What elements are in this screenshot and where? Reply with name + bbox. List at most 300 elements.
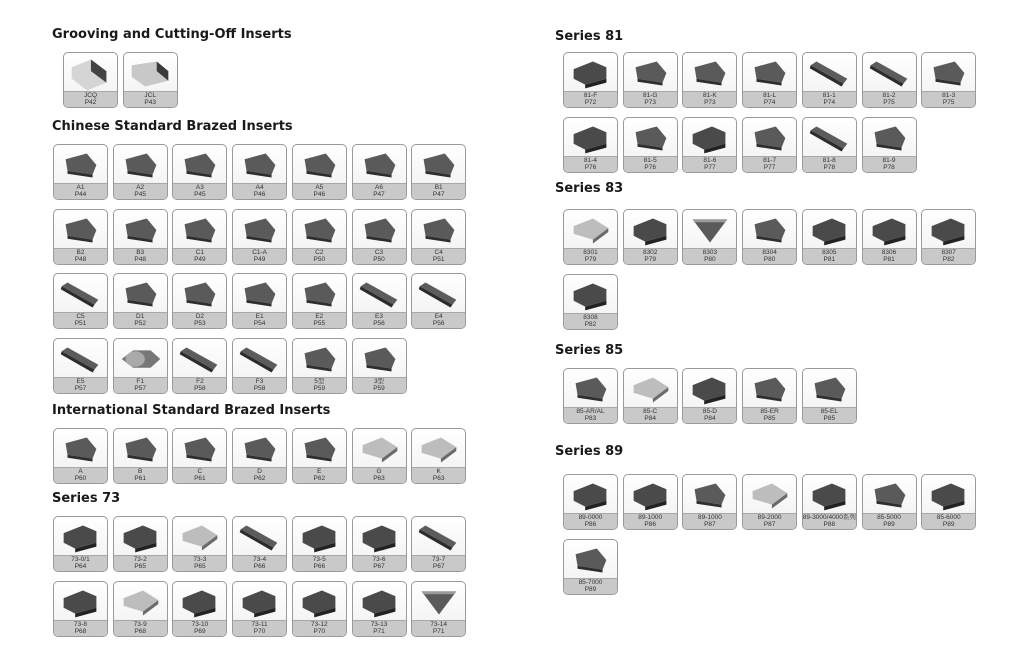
insert-card-s89 xyxy=(742,474,797,530)
insert-page-ref: P65 xyxy=(134,563,146,570)
insert-page-ref: P77 xyxy=(704,163,716,171)
insert-card-s73 xyxy=(352,516,407,572)
insert-page-ref: P72 xyxy=(584,99,597,106)
insert-card-chinese xyxy=(352,144,407,200)
insert-card-s73 xyxy=(292,516,347,572)
light-insert-icon xyxy=(173,517,226,558)
rod-insert-icon xyxy=(353,274,406,315)
block-insert-icon xyxy=(54,582,107,623)
insert-page-ref: P59 xyxy=(373,384,385,392)
insert-page-ref: P43 xyxy=(144,99,156,106)
insert-label xyxy=(353,555,406,571)
insert-label xyxy=(233,467,286,483)
insert-label xyxy=(803,91,856,107)
block-insert-icon xyxy=(564,53,617,94)
insert-code: C4 xyxy=(434,248,443,256)
insert-card-chinese xyxy=(411,273,466,329)
rod-insert-icon xyxy=(412,274,465,315)
section-title-grooving: Grooving and Cutting-Off Inserts xyxy=(52,27,292,42)
insert-code: 89-3000/4000系列 xyxy=(802,514,856,521)
insert-card-chinese xyxy=(411,144,466,200)
insert-label xyxy=(54,620,107,636)
insert-card-s83 xyxy=(742,209,797,265)
insert-card-s89 xyxy=(623,474,678,530)
insert-page-ref: P55 xyxy=(313,320,326,327)
insert-card-s73 xyxy=(53,516,108,572)
brazed-insert-icon xyxy=(353,210,406,251)
brazed-insert-icon xyxy=(173,429,226,470)
brazed-insert-icon xyxy=(54,210,107,251)
light-insert-icon xyxy=(564,210,617,251)
brazed-insert-icon xyxy=(114,274,167,315)
insert-code: 81-K xyxy=(703,92,717,99)
brazed-insert-icon xyxy=(233,274,286,315)
insert-code: JCL xyxy=(144,92,156,99)
brazed-insert-icon xyxy=(683,475,736,516)
insert-card-chinese xyxy=(232,273,287,329)
insert-page-ref: P51 xyxy=(74,320,87,327)
insert-code: 8307 xyxy=(941,249,956,256)
brazed-insert-icon xyxy=(743,210,796,251)
insert-page-ref: P65 xyxy=(194,563,206,570)
insert-code: A xyxy=(78,468,83,475)
insert-code: A2 xyxy=(136,184,145,191)
insert-code: E2 xyxy=(315,313,324,320)
insert-card-chinese xyxy=(113,338,168,394)
insert-code: 73-2 xyxy=(133,556,147,563)
insert-card-international xyxy=(411,428,466,484)
insert-page-ref: P49 xyxy=(194,255,206,263)
insert-page-ref: P42 xyxy=(84,99,97,106)
insert-page-ref: P70 xyxy=(313,627,326,635)
insert-card-s73 xyxy=(53,581,108,637)
insert-card-s73 xyxy=(232,516,287,572)
insert-label xyxy=(114,620,167,636)
brazed-insert-icon xyxy=(922,53,975,94)
insert-label xyxy=(564,313,617,329)
insert-code: E1 xyxy=(255,313,264,320)
insert-code: A3 xyxy=(195,184,204,191)
insert-code: F3 xyxy=(255,377,264,385)
insert-card-chinese xyxy=(53,209,108,265)
insert-label xyxy=(54,248,107,264)
brazed-insert-icon xyxy=(564,369,617,410)
insert-label xyxy=(803,248,856,264)
insert-code: 73-8 xyxy=(73,620,87,628)
triangle-insert-icon xyxy=(683,210,736,251)
insert-page-ref: P61 xyxy=(134,475,146,482)
insert-code: 8305 xyxy=(822,249,837,256)
brazed-insert-icon xyxy=(293,145,346,186)
insert-card-s81 xyxy=(742,52,797,108)
insert-label xyxy=(353,467,406,483)
insert-label xyxy=(293,248,346,264)
block-insert-icon xyxy=(54,517,107,558)
pointed-insert-icon xyxy=(114,339,167,380)
insert-label xyxy=(412,248,465,264)
section-title-series-85: Series 85 xyxy=(555,343,624,358)
insert-label xyxy=(64,91,117,107)
insert-page-ref: P68 xyxy=(74,627,87,635)
insert-code: 81-9 xyxy=(882,156,896,164)
block-insert-icon xyxy=(233,582,286,623)
insert-card-s81 xyxy=(623,117,678,173)
insert-label xyxy=(114,377,167,393)
insert-page-ref: P57 xyxy=(74,384,87,392)
insert-label xyxy=(353,620,406,636)
brazed-insert-icon xyxy=(683,53,736,94)
insert-code: C5 xyxy=(76,313,85,320)
light-insert-icon xyxy=(412,429,465,470)
brazed-insert-icon xyxy=(353,145,406,186)
insert-page-ref: P58 xyxy=(194,384,206,392)
insert-card-s81 xyxy=(563,117,618,173)
insert-label xyxy=(683,91,736,107)
insert-label xyxy=(564,513,617,529)
brazed-insert-icon xyxy=(863,475,916,516)
block-insert-icon xyxy=(624,475,677,516)
insert-page-ref: P47 xyxy=(373,191,385,198)
insert-card-international xyxy=(172,428,227,484)
insert-code: 81-2 xyxy=(882,92,896,99)
brazed-insert-icon xyxy=(803,369,856,410)
insert-card-s73 xyxy=(411,581,466,637)
insert-code: 85-7000 xyxy=(578,578,603,586)
insert-code: F1 xyxy=(136,377,144,385)
insert-page-ref: P88 xyxy=(823,521,836,528)
rod-insert-icon xyxy=(173,339,226,380)
block-insert-icon xyxy=(564,275,617,316)
insert-label xyxy=(683,513,736,529)
insert-page-ref: P48 xyxy=(74,255,87,263)
insert-code: 73-5 xyxy=(312,556,326,563)
insert-label xyxy=(353,377,406,393)
insert-label xyxy=(803,513,856,529)
insert-page-ref: P45 xyxy=(194,191,206,198)
insert-label xyxy=(233,555,286,571)
insert-code: 85-5000 xyxy=(877,514,901,521)
block-insert-icon xyxy=(624,210,677,251)
insert-code: B1 xyxy=(434,184,443,191)
insert-page-ref: P89 xyxy=(584,585,597,593)
block-insert-icon xyxy=(564,118,617,159)
insert-label xyxy=(173,183,226,199)
insert-code: 85-EL xyxy=(820,408,838,415)
insert-page-ref: P66 xyxy=(313,563,326,570)
insert-label xyxy=(412,620,465,636)
insert-label xyxy=(624,248,677,264)
insert-code: 73-0/1 xyxy=(71,556,90,563)
insert-page-ref: P86 xyxy=(644,521,656,528)
insert-card-s83 xyxy=(682,209,737,265)
insert-code: 8303 xyxy=(702,249,718,256)
light-insert-icon xyxy=(743,475,796,516)
insert-label xyxy=(293,555,346,571)
insert-page-ref: P71 xyxy=(373,627,385,635)
insert-label xyxy=(293,183,346,199)
insert-card-s81 xyxy=(802,52,857,108)
insert-card-s85 xyxy=(802,368,857,424)
insert-code: F2 xyxy=(196,377,204,385)
insert-label xyxy=(564,578,617,594)
insert-label xyxy=(54,555,107,571)
insert-code: B2 xyxy=(76,248,85,256)
insert-card-chinese xyxy=(53,273,108,329)
light-insert-icon xyxy=(353,429,406,470)
insert-label xyxy=(624,407,677,423)
triangle-insert-icon xyxy=(412,582,465,623)
insert-code: A5 xyxy=(315,184,324,191)
insert-card-chinese xyxy=(292,338,347,394)
insert-label xyxy=(114,312,167,328)
insert-label xyxy=(54,467,107,483)
insert-card-s83 xyxy=(862,209,917,265)
insert-card-s89 xyxy=(862,474,917,530)
insert-page-ref: P89 xyxy=(942,521,955,528)
insert-label xyxy=(54,377,107,393)
insert-label xyxy=(293,467,346,483)
insert-page-ref: P66 xyxy=(253,563,266,570)
insert-page-ref: P50 xyxy=(373,255,385,263)
insert-page-ref: P52 xyxy=(134,320,146,327)
insert-label xyxy=(683,248,736,264)
insert-card-international xyxy=(232,428,287,484)
brazed-insert-icon xyxy=(624,118,677,159)
insert-code: 8306 xyxy=(881,249,897,256)
block-insert-icon xyxy=(353,582,406,623)
insert-page-ref: P85 xyxy=(763,415,776,422)
insert-card-s81 xyxy=(682,52,737,108)
insert-code: A4 xyxy=(255,184,264,191)
light-insert-icon xyxy=(114,582,167,623)
insert-page-ref: P79 xyxy=(584,256,597,263)
insert-card-s81 xyxy=(802,117,857,173)
block-insert-icon xyxy=(173,582,226,623)
insert-code: 81-4 xyxy=(583,156,597,164)
insert-page-ref: P87 xyxy=(704,521,716,528)
insert-card-s89 xyxy=(802,474,857,530)
insert-code: 81-5 xyxy=(643,156,657,164)
insert-code: A6 xyxy=(375,184,383,191)
insert-label xyxy=(412,555,465,571)
insert-card-s81 xyxy=(742,117,797,173)
insert-label xyxy=(624,156,677,172)
insert-page-ref: P57 xyxy=(134,384,146,392)
insert-label xyxy=(173,377,226,393)
insert-page-ref: P76 xyxy=(584,163,597,171)
block-insert-icon xyxy=(803,475,856,516)
insert-page-ref: P75 xyxy=(883,99,895,106)
insert-page-ref: P61 xyxy=(194,475,206,482)
insert-card-chinese xyxy=(411,209,466,265)
insert-page-ref: P75 xyxy=(942,99,955,106)
insert-label xyxy=(803,156,856,172)
insert-label xyxy=(743,248,796,264)
insert-label xyxy=(683,407,736,423)
section-title-international: International Standard Brazed Inserts xyxy=(52,403,331,418)
brazed-insert-icon xyxy=(743,369,796,410)
insert-label xyxy=(233,248,286,264)
insert-card-chinese xyxy=(232,209,287,265)
rod-insert-icon xyxy=(54,339,107,380)
insert-page-ref: P81 xyxy=(883,256,895,263)
insert-card-s73 xyxy=(172,516,227,572)
brazed-insert-icon xyxy=(54,429,107,470)
insert-card-s81 xyxy=(862,117,917,173)
insert-page-ref: P82 xyxy=(584,320,597,328)
insert-page-ref: P60 xyxy=(74,475,87,482)
insert-label xyxy=(173,620,226,636)
insert-code: 89-1000 xyxy=(638,514,663,521)
insert-card-international xyxy=(292,428,347,484)
section-title-series-89: Series 89 xyxy=(555,444,624,459)
insert-label xyxy=(743,156,796,172)
insert-card-chinese xyxy=(352,209,407,265)
brazed-insert-icon xyxy=(863,118,916,159)
insert-code: 85-AR/AL xyxy=(576,408,605,415)
insert-page-ref: P47 xyxy=(432,191,445,198)
insert-card-s73 xyxy=(113,516,168,572)
insert-page-ref: P45 xyxy=(134,191,146,198)
insert-label xyxy=(353,183,406,199)
insert-code: 89-2000 xyxy=(757,514,782,521)
insert-page-ref: P78 xyxy=(823,163,836,171)
insert-page-ref: P80 xyxy=(763,256,776,263)
insert-code: 8302 xyxy=(642,249,658,256)
block-insert-icon xyxy=(114,517,167,558)
insert-page-ref: P59 xyxy=(313,384,326,392)
insert-card-s73 xyxy=(113,581,168,637)
insert-label xyxy=(173,312,226,328)
insert-label xyxy=(683,156,736,172)
insert-code: 73-9 xyxy=(133,620,147,628)
brazed-insert-icon xyxy=(293,274,346,315)
insert-code: K xyxy=(436,468,441,475)
insert-card-chinese xyxy=(172,144,227,200)
insert-page-ref: P79 xyxy=(644,256,656,263)
insert-code: A1 xyxy=(76,184,85,191)
insert-code: 73-14 xyxy=(430,620,447,628)
insert-card-s81 xyxy=(623,52,678,108)
insert-page-ref: P84 xyxy=(704,415,716,422)
insert-card-chinese xyxy=(53,144,108,200)
insert-card-s89 xyxy=(682,474,737,530)
insert-label xyxy=(564,156,617,172)
insert-card-s73 xyxy=(172,581,227,637)
brazed-insert-icon xyxy=(353,339,406,380)
section-title-series-73: Series 73 xyxy=(52,491,121,506)
insert-label xyxy=(743,91,796,107)
insert-page-ref: P67 xyxy=(373,563,385,570)
insert-page-ref: P74 xyxy=(823,99,836,106)
brazed-insert-icon xyxy=(564,540,617,581)
insert-label xyxy=(922,91,975,107)
brazed-insert-icon xyxy=(624,53,677,94)
insert-page-ref: P46 xyxy=(313,191,326,198)
insert-card-chinese xyxy=(352,273,407,329)
insert-label xyxy=(863,248,916,264)
insert-page-ref: P51 xyxy=(432,255,445,263)
insert-code: 8301 xyxy=(583,249,598,256)
insert-card-s85 xyxy=(742,368,797,424)
insert-label xyxy=(412,312,465,328)
insert-label xyxy=(922,513,975,529)
insert-page-ref: P67 xyxy=(432,563,445,570)
insert-label xyxy=(124,91,177,107)
insert-card-s83 xyxy=(802,209,857,265)
insert-code: 89-0000 xyxy=(578,514,603,521)
brazed-insert-icon xyxy=(114,210,167,251)
insert-label xyxy=(173,467,226,483)
insert-code: 81-7 xyxy=(763,156,777,164)
insert-card-s89 xyxy=(921,474,976,530)
insert-card-s73 xyxy=(232,581,287,637)
insert-code: 85-6000 xyxy=(936,514,961,521)
block-insert-icon xyxy=(683,118,736,159)
insert-label xyxy=(233,183,286,199)
insert-label xyxy=(922,248,975,264)
insert-card-s73 xyxy=(292,581,347,637)
insert-card-grooving xyxy=(63,52,118,108)
insert-code: C1-A xyxy=(252,248,267,256)
insert-card-chinese xyxy=(113,209,168,265)
rod-insert-icon xyxy=(233,517,286,558)
insert-card-chinese xyxy=(352,338,407,394)
insert-page-ref: P46 xyxy=(253,191,266,198)
insert-page-ref: P70 xyxy=(253,627,266,635)
insert-card-chinese xyxy=(172,209,227,265)
insert-code: 81-3 xyxy=(942,92,956,99)
rod-insert-icon xyxy=(54,274,107,315)
insert-label xyxy=(353,248,406,264)
block-insert-icon xyxy=(863,210,916,251)
insert-code: 81-6 xyxy=(703,156,717,164)
insert-code: 81-F xyxy=(583,92,598,99)
insert-code: 8304 xyxy=(762,249,777,256)
brazed-insert-icon xyxy=(173,210,226,251)
insert-label xyxy=(803,407,856,423)
insert-page-ref: P74 xyxy=(763,99,776,106)
insert-page-ref: P82 xyxy=(942,256,955,263)
insert-label xyxy=(54,183,107,199)
insert-code: G xyxy=(376,468,382,475)
block-insert-icon xyxy=(922,475,975,516)
insert-label xyxy=(114,183,167,199)
insert-card-chinese xyxy=(113,144,168,200)
insert-page-ref: P58 xyxy=(253,384,266,392)
insert-label xyxy=(114,555,167,571)
brazed-insert-icon xyxy=(743,53,796,94)
brazed-insert-icon xyxy=(412,210,465,251)
insert-card-s89 xyxy=(563,474,618,530)
insert-code: 73-13 xyxy=(370,620,388,628)
block-insert-icon xyxy=(564,475,617,516)
insert-code: E xyxy=(317,468,322,475)
insert-code: 5型 xyxy=(314,377,325,385)
insert-page-ref: P71 xyxy=(432,627,445,635)
brazed-insert-icon xyxy=(293,429,346,470)
insert-code: 81-8 xyxy=(822,156,836,164)
insert-code: 81-1 xyxy=(822,92,836,99)
cutoff-insert-icon xyxy=(124,53,177,94)
block-insert-icon xyxy=(683,369,736,410)
brazed-insert-icon xyxy=(114,429,167,470)
brazed-insert-icon xyxy=(173,274,226,315)
insert-card-s83 xyxy=(623,209,678,265)
insert-label xyxy=(743,513,796,529)
brazed-insert-icon xyxy=(54,145,107,186)
insert-label xyxy=(564,407,617,423)
